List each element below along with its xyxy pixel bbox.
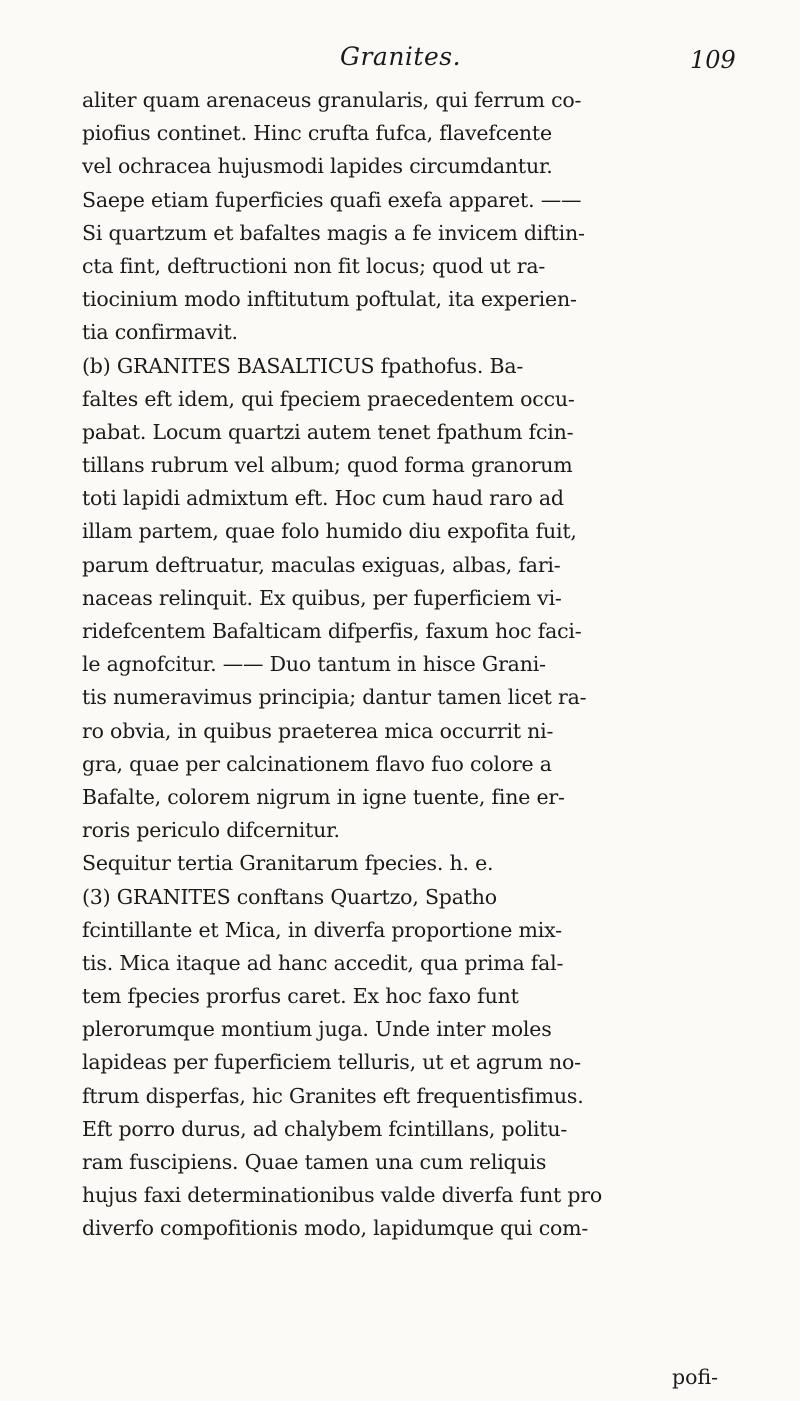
text-line: fcintillante et Mica, in diverfa proportione mix- bbox=[82, 917, 562, 942]
text-line: ram fuscipiens. Quae tamen una cum reliquis bbox=[82, 1150, 547, 1174]
text-line: Saepe etiam fuperficies quafi exefa apparet. —— bbox=[82, 187, 582, 212]
text-line: parum deftruatur, maculas exiguas, albas, fari- bbox=[82, 552, 561, 577]
catchword: pofi- bbox=[672, 1365, 719, 1389]
text-line: piofius continet. Hinc crufta fufca, flavefcente bbox=[82, 121, 552, 146]
text-line: ftrum disperfas, hic Granites eft frequentisfimus. bbox=[82, 1083, 584, 1108]
text-line: (3) GRANITES conftans Quartzo, Spatho bbox=[82, 884, 497, 909]
text-line: ro obvia, in quibus praeterea mica occurrit ni- bbox=[82, 718, 554, 743]
text-line: Sequitur tertia Granitarum fpecies. h. e. bbox=[82, 851, 494, 876]
text-line: plerorumque montium juga. Unde inter moles bbox=[82, 1017, 552, 1042]
text-line: tia confirmavit. bbox=[82, 320, 238, 345]
text-line: le agnofcitur. —— Duo tantum in hisce Grani- bbox=[82, 652, 546, 677]
text-line: cta fint, deftructioni non fit locus; quod ut ra- bbox=[82, 253, 546, 278]
text-line: illam partem, quae folo humido diu expofita fuit, bbox=[82, 519, 577, 544]
text-line: faltes eft idem, qui fpeciem praecedentem occu- bbox=[82, 386, 575, 411]
text-line: roris periculo difcernitur. bbox=[82, 818, 340, 843]
text-line: tis. Mica itaque ad hanc accedit, qua prima fal- bbox=[82, 950, 564, 975]
text-line: pabat. Locum quartzi autem tenet fpathum fcin- bbox=[82, 419, 574, 444]
text-line: diverfo compofitionis modo, lapidumque qui com- bbox=[82, 1216, 589, 1241]
text-line: Bafalte, colorem nigrum in igne tuente, fine er- bbox=[82, 784, 565, 809]
page-number: 109 bbox=[690, 46, 736, 74]
text-line: tis numeravimus principia; dantur tamen licet ra- bbox=[82, 685, 587, 710]
text-line: lapideas per fuperficiem telluris, ut et agrum no- bbox=[82, 1050, 581, 1075]
text-line: toti lapidi admixtum eft. Hoc cum haud raro ad bbox=[82, 486, 564, 511]
text-line: hujus faxi determinationibus valde diverfa funt pro bbox=[82, 1183, 603, 1208]
running-head bbox=[0, 36, 800, 76]
text-line: gra, quae per calcinationem flavo fuo colore a bbox=[82, 751, 552, 776]
text-line: tem fpecies prorfus caret. Ex hoc faxo funt bbox=[82, 984, 519, 1009]
text-line: Eft porro durus, ad chalybem fcintillans, politu- bbox=[82, 1116, 568, 1141]
text-line: vel ochracea hujusmodi lapides circumdantur. bbox=[82, 154, 553, 179]
text-line: (b) GRANITES BASALTICUS fpathofus. Ba- bbox=[82, 353, 524, 378]
text-line: Si quartzum et bafaltes magis a fe invicem diftin- bbox=[82, 220, 585, 245]
body-text bbox=[82, 84, 722, 1246]
text-line: naceas relinquit. Ex quibus, per fuperficiem vi- bbox=[82, 585, 562, 610]
text-line: tillans rubrum vel album; quod forma granorum bbox=[82, 453, 573, 478]
text-line: ridefcentem Bafalticam difperfis, faxum hoc faci- bbox=[82, 619, 582, 643]
text-line: tiocinium modo inftitutum poftulat, ita experien- bbox=[82, 287, 577, 312]
text-line: aliter quam arenaceus granularis, qui ferrum co- bbox=[82, 88, 582, 112]
running-title: Granites. bbox=[340, 42, 462, 71]
